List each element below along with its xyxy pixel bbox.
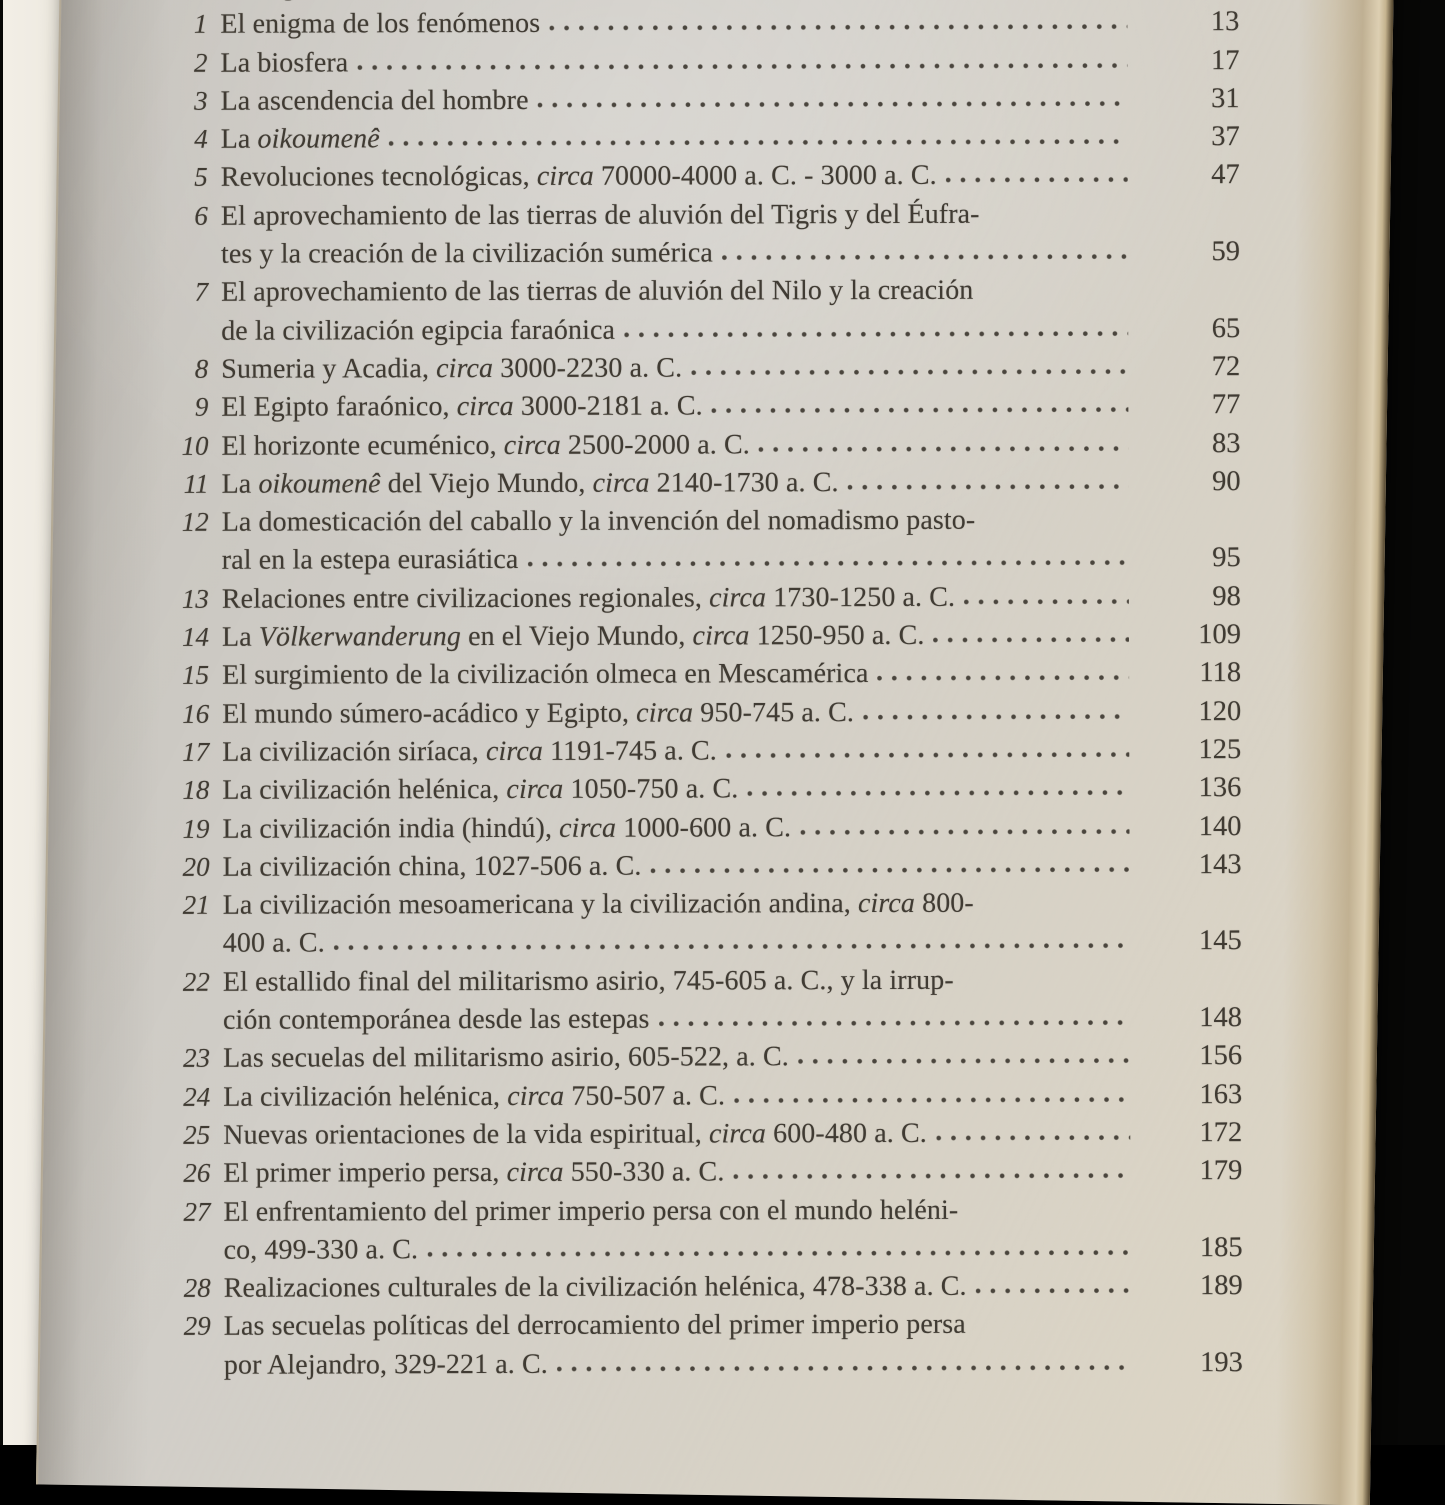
dot-leader bbox=[964, 596, 1129, 605]
page-number: 185 bbox=[1147, 1232, 1243, 1264]
page-number: 145 bbox=[1146, 925, 1242, 957]
entry-text: tes y la creación de la civilización sumérica bbox=[221, 238, 713, 271]
entry-text: La ascendencia del hombre bbox=[221, 85, 529, 118]
entry-number: 21 bbox=[160, 890, 223, 921]
dot-leader bbox=[650, 864, 1129, 874]
entry-number: 1 bbox=[157, 9, 220, 40]
entry-text: ral en la estepa eurasiática bbox=[222, 544, 519, 577]
toc-entry-line bbox=[159, 581, 1241, 622]
page-number: 59 bbox=[1144, 236, 1240, 268]
entry-text: Las secuelas del militarismo asirio, 605-522, a. C. bbox=[223, 1042, 789, 1075]
entry-text: Relaciones entre civilizaciones regionales, circa 1730-1250 a. C. bbox=[222, 582, 955, 616]
toc-entry-line bbox=[158, 351, 1240, 392]
entry-text: por Alejandro, 329-221 a. C. bbox=[224, 1349, 548, 1382]
entry-text: Las secuelas políticas del derrocamiento del primer imperio persa bbox=[224, 1309, 966, 1343]
entry-number: 7 bbox=[158, 277, 221, 308]
page-number: 148 bbox=[1146, 1002, 1242, 1034]
toc-entry-line bbox=[160, 1040, 1242, 1081]
entry-number: 24 bbox=[160, 1081, 223, 1112]
entry-text: La domesticación del caballo y la invención del nomadismo pasto- bbox=[222, 505, 976, 539]
dot-leader bbox=[659, 1017, 1130, 1027]
page-number: 179 bbox=[1146, 1155, 1242, 1187]
entry-number: 14 bbox=[159, 622, 222, 653]
entry-text: La civilización helénica, circa 1050-750 a. C. bbox=[222, 774, 738, 807]
dot-leader bbox=[976, 1285, 1131, 1294]
page-number: 118 bbox=[1145, 657, 1241, 689]
toc-entry-line bbox=[159, 466, 1241, 507]
toc-entry-line bbox=[158, 313, 1240, 354]
entry-text: co, 499-330 a. C. bbox=[224, 1234, 419, 1267]
page-number: 77 bbox=[1144, 389, 1240, 421]
toc-entry-line bbox=[158, 236, 1240, 277]
toc-entry-line bbox=[159, 811, 1241, 852]
dot-leader bbox=[624, 328, 1128, 338]
dot-leader bbox=[863, 711, 1129, 721]
toc-entry-line bbox=[160, 849, 1242, 890]
entry-number: 9 bbox=[158, 392, 221, 423]
page-number: 95 bbox=[1145, 543, 1241, 575]
entry-text: La civilización china, 1027-506 a. C. bbox=[223, 850, 642, 883]
entry-number: 13 bbox=[159, 583, 222, 614]
entry-number: 4 bbox=[158, 124, 221, 155]
entry-number: 25 bbox=[160, 1120, 223, 1151]
toc-entry-line bbox=[159, 543, 1241, 584]
dot-leader bbox=[800, 826, 1129, 836]
page-number: 37 bbox=[1144, 121, 1240, 153]
toc-entry-line bbox=[160, 925, 1242, 966]
dot-leader bbox=[389, 137, 1128, 148]
toc-entry-line bbox=[157, 6, 1239, 47]
entry-text: El mundo súmero-acádico y Egipto, circa 950-745 a. C. bbox=[222, 697, 854, 731]
toc-entry-line bbox=[159, 696, 1241, 737]
dot-leader bbox=[712, 405, 1129, 415]
dot-leader bbox=[848, 481, 1129, 491]
toc-entry-line bbox=[158, 160, 1240, 201]
entry-text: El estallido final del militarismo asirio, 745-605 a. C., y la irrup- bbox=[223, 965, 954, 999]
entry-text: El enfrentamiento del primer imperio persa con el mundo heléni- bbox=[223, 1194, 958, 1228]
entry-number: 5 bbox=[158, 162, 221, 193]
page-number: 120 bbox=[1145, 696, 1241, 728]
toc-entry-line bbox=[160, 1117, 1242, 1158]
dot-leader bbox=[334, 941, 1130, 952]
page-number: 98 bbox=[1145, 581, 1241, 613]
book-page bbox=[36, 0, 1394, 1505]
entry-number: 27 bbox=[160, 1196, 223, 1227]
dot-leader bbox=[798, 1056, 1130, 1066]
toc-entry-line bbox=[161, 1270, 1243, 1311]
toc-entry-line bbox=[160, 1002, 1242, 1043]
entry-number: 18 bbox=[159, 775, 222, 806]
entry-number: 15 bbox=[159, 660, 222, 691]
entry-number: 29 bbox=[161, 1311, 224, 1342]
toc-entry-line bbox=[160, 964, 1242, 1005]
entry-number: 28 bbox=[161, 1273, 224, 1304]
toc-entry-line bbox=[158, 121, 1240, 162]
entry-text: Realizaciones culturales de la civilización helénica, 478-338 a. C. bbox=[224, 1271, 967, 1305]
dot-leader bbox=[527, 558, 1128, 569]
entry-number: 22 bbox=[160, 966, 223, 997]
page-number: 31 bbox=[1144, 83, 1240, 115]
toc-entry-line bbox=[160, 887, 1242, 928]
entry-number: 6 bbox=[158, 200, 221, 231]
entry-text: Revoluciones tecnológicas, circa 70000-4000 a. C. - 3000 a. C. bbox=[221, 160, 937, 194]
page-number: 17 bbox=[1143, 45, 1239, 77]
dot-leader bbox=[877, 673, 1129, 683]
entry-text: El primer imperio persa, circa 550-330 a. C. bbox=[223, 1157, 724, 1190]
dot-leader bbox=[557, 1362, 1131, 1373]
dot-leader bbox=[427, 1247, 1130, 1258]
page-number: 140 bbox=[1145, 811, 1241, 843]
toc-entry-line bbox=[159, 734, 1241, 775]
toc-entry-line bbox=[158, 83, 1240, 124]
page-number: 136 bbox=[1145, 772, 1241, 804]
page-number: 47 bbox=[1144, 160, 1240, 192]
dot-leader bbox=[936, 1132, 1131, 1142]
dot-leader bbox=[734, 1094, 1130, 1104]
dot-leader bbox=[946, 175, 1128, 184]
entry-number: 8 bbox=[158, 354, 221, 385]
entry-text: 400 a. C. bbox=[223, 928, 325, 960]
entry-number: 10 bbox=[158, 430, 221, 461]
toc-entry-line bbox=[160, 1194, 1242, 1235]
page-number: 109 bbox=[1145, 619, 1241, 651]
dot-leader bbox=[538, 98, 1128, 109]
page-number: 172 bbox=[1146, 1117, 1242, 1149]
entry-number: 2 bbox=[157, 47, 220, 78]
toc-entry-line bbox=[158, 198, 1240, 239]
toc-entry-line bbox=[157, 45, 1239, 86]
entry-number: 26 bbox=[160, 1158, 223, 1189]
page-number: 90 bbox=[1145, 466, 1241, 498]
toc-entry-line bbox=[158, 274, 1240, 315]
dot-leader bbox=[691, 366, 1128, 376]
dot-leader bbox=[933, 634, 1129, 644]
entry-text: Sumeria y Acadia, circa 3000-2230 a. C. bbox=[221, 352, 682, 385]
table-of-contents bbox=[157, 0, 1243, 1388]
entry-number: 19 bbox=[159, 813, 222, 844]
page-number: 189 bbox=[1147, 1270, 1243, 1302]
toc-entry-line bbox=[158, 428, 1240, 469]
entry-text: La civilización mesoamericana y la civilización andina, circa 800- bbox=[223, 888, 974, 922]
entry-number: 11 bbox=[159, 469, 222, 500]
dot-leader bbox=[759, 443, 1129, 453]
page-fore-edge bbox=[1275, 0, 1394, 1505]
dot-leader bbox=[747, 788, 1129, 798]
entry-text: El surgimiento de la civilización olmeca en Mescamérica bbox=[222, 658, 868, 692]
entry-text: La civilización helénica, circa 750-507 a. C. bbox=[223, 1080, 725, 1113]
dot-leader bbox=[733, 1171, 1130, 1181]
entry-text: El aprovechamiento de las tierras de aluvión del Tigris y del Éufra- bbox=[221, 199, 980, 233]
page-number: 143 bbox=[1146, 849, 1242, 881]
entry-number: 16 bbox=[159, 698, 222, 729]
page-number: 13 bbox=[1143, 6, 1239, 38]
toc-entry-line bbox=[159, 504, 1241, 545]
entry-text: El aprovechamiento de las tierras de aluvión del Nilo y la creación bbox=[221, 275, 973, 309]
entry-text: La oikoumenê del Viejo Mundo, circa 2140-1730 a. C. bbox=[222, 467, 839, 501]
entry-text: El horizonte ecuménico, circa 2500-2000 a. C. bbox=[221, 429, 749, 462]
entry-text: Nuevas orientaciones de la vida espiritual, circa 600-480 a. C. bbox=[223, 1118, 927, 1152]
entry-text: de la civilización egipcia faraónica bbox=[221, 314, 615, 347]
toc-entry-line bbox=[161, 1232, 1243, 1273]
entry-text: ción contemporánea desde las estepas bbox=[223, 1004, 650, 1037]
page-number: 72 bbox=[1144, 351, 1240, 383]
entry-text bbox=[220, 0, 309, 3]
page-number: 125 bbox=[1145, 734, 1241, 766]
toc-entry-line bbox=[161, 1347, 1243, 1388]
entry-text: La biosfera bbox=[220, 47, 348, 79]
toc-entry-line bbox=[159, 657, 1241, 698]
entry-text: El Egipto faraónico, circa 3000-2181 a. C. bbox=[221, 391, 702, 424]
entry-text: La Völkerwanderung en el Viejo Mundo, circa 1250-950 a. C. bbox=[222, 620, 925, 654]
entry-text: El enigma de los fenómenos bbox=[220, 8, 540, 41]
page-number: 65 bbox=[1144, 313, 1240, 345]
toc-entry-line bbox=[161, 1308, 1243, 1349]
toc-entry-line bbox=[159, 772, 1241, 813]
entry-text: La civilización india (hindú), circa 1000-600 a. C. bbox=[222, 812, 791, 845]
entry-number: 3 bbox=[158, 86, 221, 117]
dot-leader bbox=[722, 251, 1128, 261]
page-number: 193 bbox=[1147, 1347, 1243, 1379]
dot-leader bbox=[357, 60, 1127, 71]
page-number: 83 bbox=[1144, 428, 1240, 460]
toc-entry-line bbox=[158, 389, 1240, 430]
entry-number: 23 bbox=[160, 1043, 223, 1074]
dot-leader bbox=[549, 22, 1127, 33]
dot-leader bbox=[726, 749, 1129, 759]
entry-text: La civilización siríaca, circa 1191-745 a. C. bbox=[222, 735, 717, 768]
entry-number: 20 bbox=[160, 852, 223, 883]
toc-entry-line bbox=[159, 619, 1241, 660]
entry-number: 12 bbox=[159, 507, 222, 538]
entry-text: La oikoumenê bbox=[221, 123, 380, 155]
toc-entry-line bbox=[160, 1155, 1242, 1196]
entry-number: 17 bbox=[159, 737, 222, 768]
page-number: 163 bbox=[1146, 1079, 1242, 1111]
page-number: 156 bbox=[1146, 1040, 1242, 1072]
toc-entry-line bbox=[160, 1079, 1242, 1120]
